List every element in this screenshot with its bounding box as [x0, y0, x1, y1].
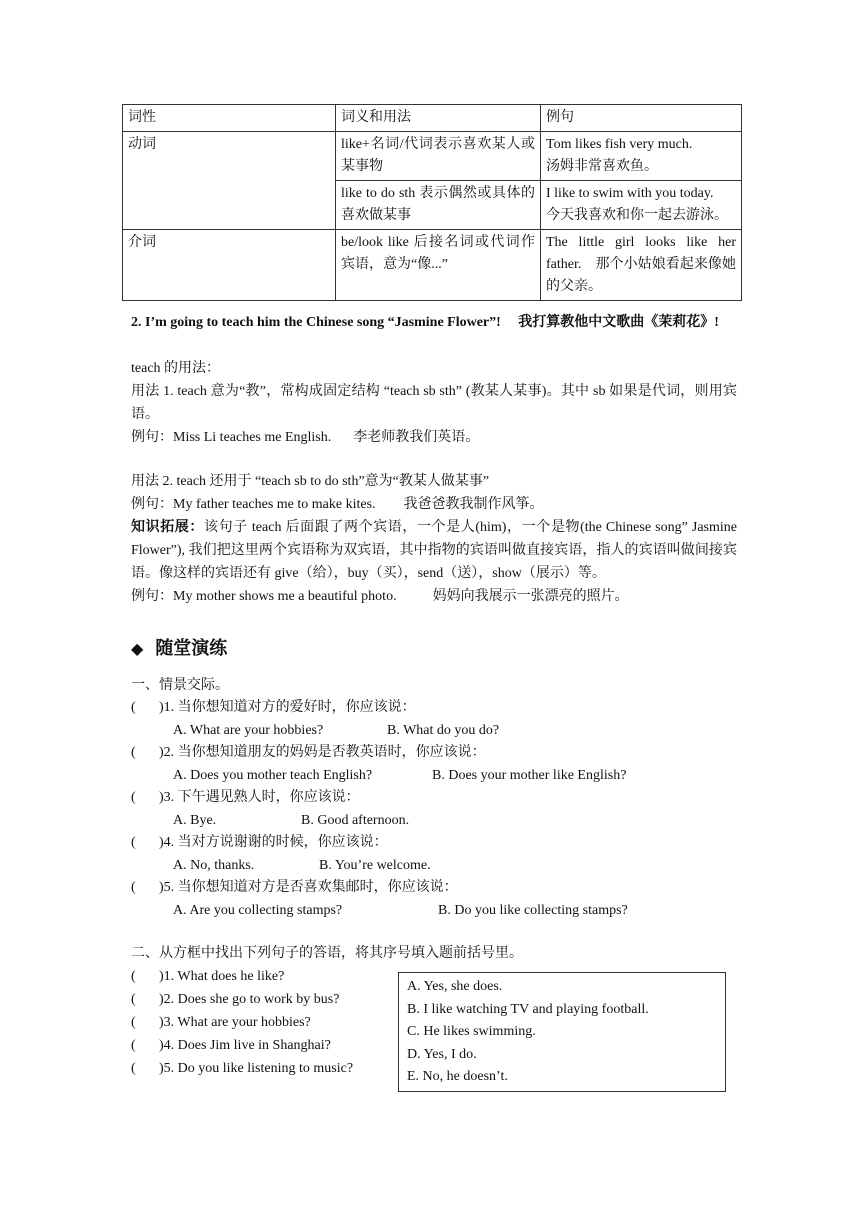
prep-example: The little girl looks like her father. 那个小姑娘看起来像她的父亲。: [541, 230, 742, 301]
answer-blank[interactable]: (: [131, 700, 136, 715]
option-a: A. What are your hobbies?: [173, 723, 324, 738]
option-b: B. Does your mother like English?: [432, 768, 627, 783]
point2-heading: 2. I’m going to teach him the Chinese song “Jasmine Flower”! 我打算教他中文歌曲《茉莉花》!: [131, 315, 719, 330]
example-2-en: 例句：My father teaches me to make kites.: [131, 497, 376, 512]
header-meaning-usage: 词义和用法: [336, 105, 541, 132]
table-row: [123, 132, 742, 181]
option-b: B. You’re welcome.: [319, 858, 431, 873]
answer-blank[interactable]: (: [131, 1061, 136, 1076]
table-header-row: [123, 105, 742, 132]
practice-title: ◆ 随堂演练: [131, 636, 227, 662]
option-a: A. No, thanks.: [173, 858, 255, 873]
answer-blank[interactable]: (: [131, 790, 136, 805]
question-1: ( )1. 当你想知道对方的爱好时，你应该说：: [131, 697, 416, 719]
answer-blank[interactable]: (: [131, 1015, 136, 1030]
verb-example-2-cn: 今天我喜欢和你一起去游泳。: [546, 208, 728, 223]
question-3-options: [173, 810, 410, 832]
part2-title: 二、从方框中找出下列句子的答语，将其序号填入题前括号里。: [131, 946, 523, 961]
like-usage-table: [122, 104, 742, 301]
point2-usage-2: 用法 2. teach 还用于 “teach sb to do sth”意为“教某人做某事”: [131, 474, 490, 489]
answer-option-b: B. I like watching TV and playing football.: [407, 1001, 649, 1017]
verb-example-2-en: I like to swim with you today.: [546, 186, 714, 201]
answer-blank[interactable]: (: [131, 969, 136, 984]
prep-usage: be/look like 后接名词或代词作宾语，意为“像...”: [336, 230, 541, 301]
example-3-en: 例句：My mother shows me a beautiful photo.: [131, 589, 397, 604]
answer-option-e: E. No, he doesn’t.: [407, 1069, 508, 1084]
verb-example-1-en: Tom likes fish very much.: [546, 137, 693, 152]
point2-example-1: [131, 426, 737, 449]
answer-option-d: D. Yes, I do.: [407, 1046, 477, 1062]
table-row: [123, 230, 742, 301]
answer-blank[interactable]: (: [131, 745, 136, 760]
option-a: A. Bye.: [173, 813, 217, 828]
question-5: ( )5. 当你想知道对方是否喜欢集邮时，你应该说：: [131, 877, 458, 899]
match-question-4: ( )4. Does Jim live in Shanghai?: [131, 1035, 331, 1057]
point2-usage-1: 用法 1. teach 意为“教”，常构成固定结构 “teach sb sth” (教某人某事)。其中 sb 如果是代词，则用宾语。: [131, 384, 737, 422]
part1-title: 一、情景交际。: [131, 678, 229, 693]
verb-usage-1: like+名词/代词表示喜欢某人或某事物: [336, 132, 541, 181]
option-b: B. Good afternoon.: [301, 813, 410, 828]
example-2-cn: 我爸爸教我制作风筝。: [403, 497, 544, 512]
point2-example-3: [131, 585, 737, 608]
answer-blank[interactable]: (: [131, 880, 136, 895]
verb-label: 动词: [123, 132, 336, 230]
verb-usage-2: like to do sth 表示偶然或具体的喜欢做某事: [336, 181, 541, 230]
option-b: B. Do you like collecting stamps?: [438, 903, 628, 918]
match-question-2: ( )2. Does she go to work by bus?: [131, 989, 339, 1011]
answer-option-a: A. Yes, she does.: [407, 979, 503, 994]
verb-example-1: [541, 132, 742, 181]
extension-label: 知识拓展：: [131, 520, 205, 535]
match-question-3: ( )3. What are your hobbies?: [131, 1012, 311, 1034]
verb-example-2: [541, 181, 742, 230]
example-1-en: 例句：Miss Li teaches me English.: [131, 430, 332, 445]
answer-choices-box: [398, 972, 726, 1092]
question-4-options: [173, 855, 431, 877]
match-question-1: ( )1. What does he like?: [131, 966, 284, 988]
header-part-of-speech: 词性: [123, 105, 336, 132]
answer-blank[interactable]: (: [131, 992, 136, 1007]
diamond-bullet-icon: ◆: [131, 639, 144, 658]
point2-example-2: [131, 493, 737, 516]
knowledge-extension: [131, 516, 737, 585]
example-1-cn: 李老师教我们英语。: [353, 430, 480, 445]
option-a: A. Does you mother teach English?: [173, 768, 373, 783]
match-question-5: ( )5. Do you like listening to music?: [131, 1058, 353, 1080]
option-b: B. What do you do?: [387, 723, 500, 738]
extension-text: 该句子 teach 后面跟了两个宾语，一个是人(him)，一个是物(the Chinese song” Jasmine Flower”), 我们把这里两个宾语称为双宾语，其中指物的宾语叫做直接宾语，指人的宾语叫做间接宾语。像这样的宾语还有 give（给），buy（买），send（送），show（展示）等。: [131, 520, 737, 581]
point2-intro: teach 的用法：: [131, 361, 221, 376]
question-1-options: [173, 720, 500, 742]
answer-blank[interactable]: (: [131, 1038, 136, 1053]
header-example: 例句: [541, 105, 742, 132]
verb-example-1-cn: 汤姆非常喜欢鱼。: [546, 159, 658, 174]
example-3-cn: 妈妈向我展示一张漂亮的照片。: [432, 589, 629, 604]
question-5-options: [173, 900, 628, 922]
question-4: ( )4. 当对方说谢谢的时候，你应该说：: [131, 832, 388, 854]
question-2: ( )2. 当你想知道朋友的妈妈是否教英语时，你应该说：: [131, 742, 486, 764]
prep-label: 介词: [123, 230, 336, 301]
option-a: A. Are you collecting stamps?: [173, 903, 343, 918]
question-2-options: [173, 765, 627, 787]
answer-blank[interactable]: (: [131, 835, 136, 850]
question-3: ( )3. 下午遇见熟人时，你应该说：: [131, 787, 360, 809]
answer-option-c: C. He likes swimming.: [407, 1024, 536, 1039]
